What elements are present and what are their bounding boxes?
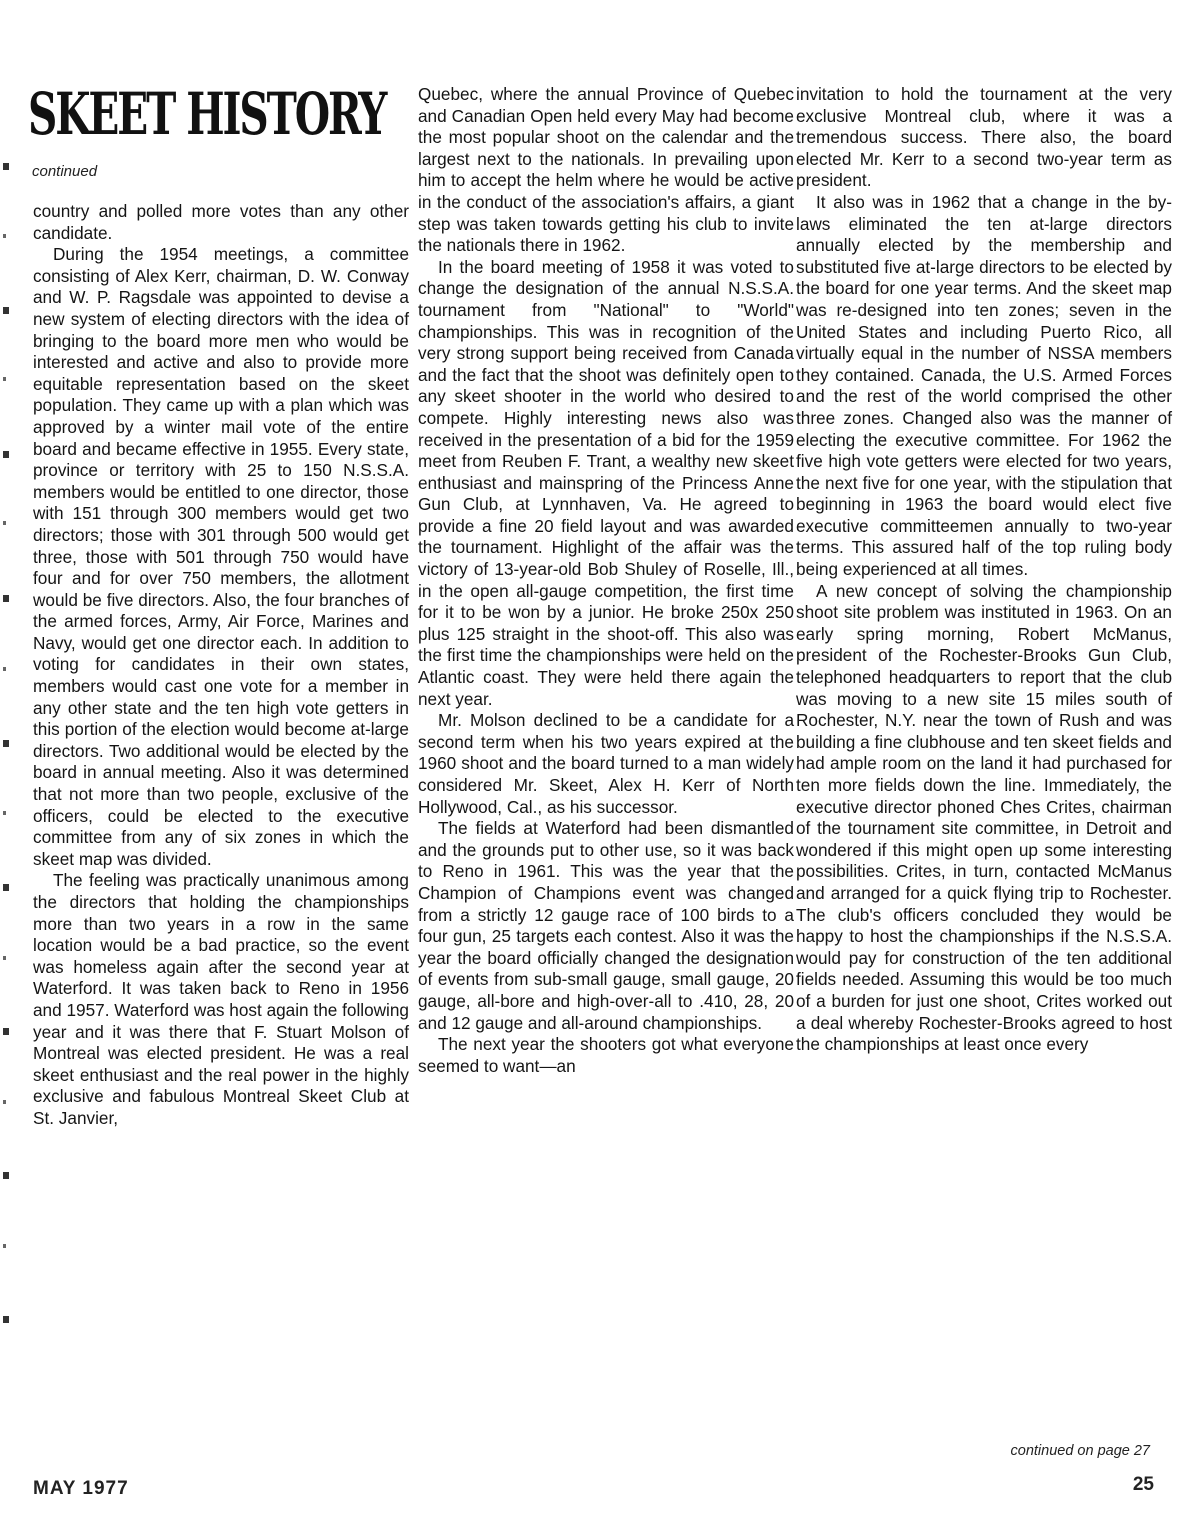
paragraph: The next year the shooters got what everyone seemed to want—an: [418, 1034, 794, 1076]
continued-on-page: continued on page 27: [1010, 1443, 1150, 1459]
binding-mark: [3, 1100, 6, 1104]
paragraph: Mr. Molson declined to be a candidate for a second term when his two years expired at the 1960 shoot and the board turned to a man widely considered Mr. Skeet, Alex H. Kerr of North Hollywood, Cal., as his successor.: [418, 710, 794, 817]
binding-mark: [3, 377, 6, 381]
paragraph: In the board meeting of 1958 it was voted to change the designation of the annual N.S.S.A. tournament from "National" to "World" championships. This was in recognition of the very strong support being received from Canada and the fact that the shoot was definitely open to any skeet shooter in the world who desired to compete. Highly interesting news also was received in the presentation of a bid for the 1959 meet from Reuben F. Trant, a wealthy new skeet enthusiast and mainspring of the Princess Anne Gun Club, at Lynnhaven, Va. He agreed to provide a fine 20 field layout and was awarded the tournament. Highlight of the affair was the victory of 13-year-old Bob Shuley of Roselle, Ill., in the open all-gauge competition, the first time for it to be won by a junior. He broke 250x 250 plus 125 straight in the shoot-off. This also was the first time the championships were held on the Atlantic coast. They were held there again the next year.: [418, 256, 794, 709]
paragraph: invitation to hold the tournament at the very exclusive Montreal club, where it was a tremendous success. There also, the board elected Mr. Kerr to a second two-year term as president.: [796, 84, 1172, 191]
article-column-2: [418, 84, 794, 1077]
binding-mark: [3, 451, 9, 458]
binding-mark: [3, 163, 9, 170]
page-number: 25: [1132, 1474, 1154, 1495]
binding-marks: [0, 0, 18, 1526]
continued-label: continued: [32, 163, 98, 180]
binding-mark: [3, 1172, 9, 1179]
binding-mark: [3, 307, 9, 314]
paragraph: Quebec, where the annual Province of Quebec and Canadian Open held every May had become the most popular shoot on the calendar and the largest next to the nationals. In prevailing upon him to accept the helm where he would be active in the conduct of the association's affairs, a giant step was taken towards getting his club to invite the nationals there in 1962.: [418, 84, 794, 256]
binding-mark: [3, 1244, 6, 1248]
binding-mark: [3, 811, 6, 815]
paragraph: The fields at Waterford had been dismantled and the grounds put to other use, so it was back to Reno in 1961. This was the year that the Champion of Champions event was changed from a strictly 12 gauge race of 100 birds to a four gun, 25 targets each contest. Also it was the year the board officially changed the designation of events from sub-small gauge, small gauge, 20 gauge, all-bore and high-over-all to .410, 28, 20 and 12 gauge and all-around championships.: [418, 818, 794, 1033]
article-column-1: [33, 201, 409, 1130]
binding-mark: [3, 1316, 9, 1323]
paragraph: A new concept of solving the championship shoot site problem was instituted in 1963. On an early spring morning, Robert McManus, president of the Rochester-Brooks Gun Club, telephoned headquarters to report that the club was moving to a new site 15 miles south of Rochester, N.Y. near the town of Rush and was building a fine clubhouse and ten skeet fields and had ample room on the land it had purchased for ten more fields down the line. Immediately, the executive director phoned Ches Crites, chairman of the tournament site committee, in Detroit and wondered if this might open up some interesting possibilities. Crites, in turn, contacted McManus and arranged for a quick flying trip to Rochester. The club's officers concluded they would be happy to host the championships if the N.S.S.A. would pay for construction of the ten additional fields needed. Assuming this would be too much of a burden for just one shoot, Crites worked out a deal whereby Rochester-Brooks agreed to host the championships at least once every: [796, 580, 1172, 1055]
binding-mark: [3, 595, 9, 602]
binding-mark: [3, 521, 6, 525]
binding-mark: [3, 234, 6, 238]
binding-mark: [3, 884, 9, 891]
binding-mark: [3, 667, 6, 671]
paragraph: The feeling was practically unanimous among the directors that holding the championships more than two years in a row in the same location would be a bad practice, so the event was homeless again after the second year at Waterford. It was taken back to Reno in 1956 and 1957. Waterford was host again the following year and it was there that F. Stuart Molson of Montreal was elected president. He was a real skeet enthusiast and the real power in the highly exclusive and fabulous Montreal Skeet Club at St. Janvier,: [33, 870, 409, 1128]
binding-mark: [3, 956, 6, 960]
issue-date: MAY 1977: [33, 1478, 129, 1499]
binding-mark: [3, 1028, 9, 1035]
paragraph: During the 1954 meetings, a committee consisting of Alex Kerr, chairman, D. W. Conway and W. P. Ragsdale was appointed to devise a new system of electing directors with the idea of bringing to the board more men who would be interested and active and also to provide more equitable representation based on the skeet population. They came up with a plan which was approved by a winter mail vote of the entire board and became effective in 1955. Every state, province or territory with 25 to 150 N.S.S.A. members would be entitled to one director, those with 151 through 300 members would get two directors; those with 301 through 500 would get three, those with 501 through 750 would have four and for over 750 members, the allotment would be five directors. Also, the four branches of the armed forces, Army, Air Force, Marines and Navy, would get one director each. In addition to voting for candidates in their own states, members would cast one vote for a member in any other state and the ten high vote getters in this portion of the election would become at-large directors. Two additional would be elected by the board in annual meeting. Also it was determined that not more than two people, exclusive of the officers, could be elected to the executive committee from any of six zones in which the skeet map was divided.: [33, 244, 409, 869]
paragraph: It also was in 1962 that a change in the by-laws eliminated the ten at-large directors annually elected by the membership and substituted five at-large directors to be elected by the board for one year terms. And the skeet map was re-designed into ten zones; seven in the United States and including Puerto Rico, all virtually equal in the number of NSSA members they contained. Canada, the U.S. Armed Forces and the rest of the world comprised the other three zones. Changed also was the manner of electing the executive committee. For 1962 the five high vote getters were elected for two years, the next five for one year, with the stipulation that beginning in 1963 the board would elect five executive committeemen annually to two-year terms. This assured half of the top ruling body being experienced at all times.: [796, 191, 1172, 580]
page-title: SKEET HISTORY: [28, 80, 386, 148]
paragraph: country and polled more votes than any other candidate.: [33, 201, 409, 243]
article-column-3: [796, 84, 1172, 1056]
binding-mark: [3, 740, 9, 747]
